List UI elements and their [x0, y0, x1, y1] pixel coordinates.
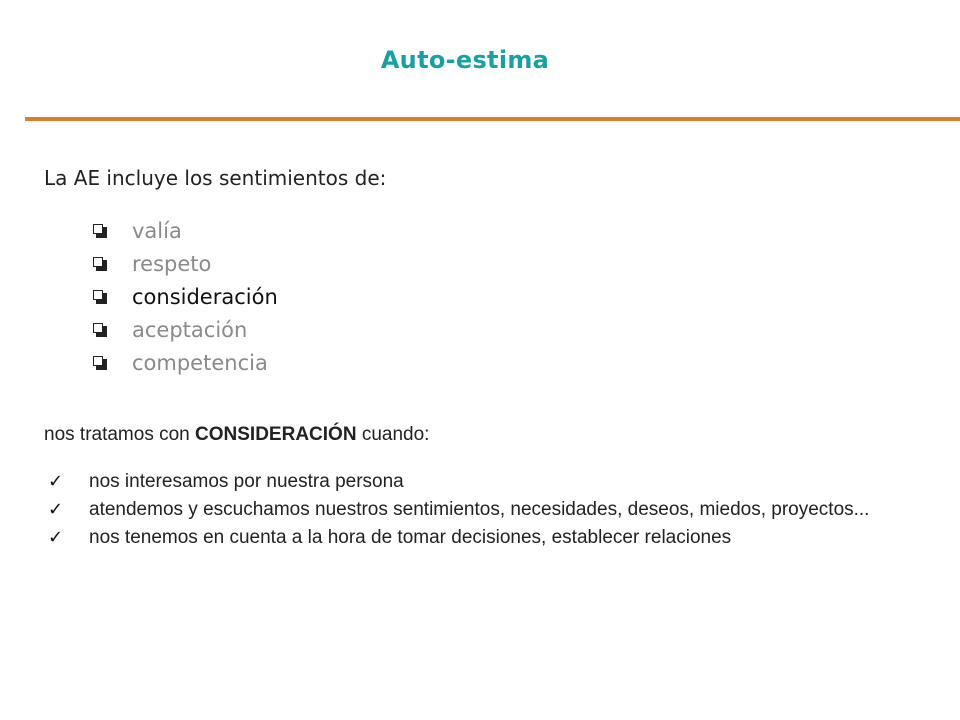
page-title: Auto-estima: [380, 46, 550, 74]
feeling-label: aceptación: [132, 317, 248, 342]
checkmark-icon: ✓: [48, 527, 64, 548]
consideration-keyword: CONSIDERACIÓN: [195, 424, 357, 445]
condition-item: [44, 468, 924, 496]
checkmark-icon: ✓: [48, 471, 64, 492]
feeling-item: [93, 247, 278, 280]
feeling-label: respeto: [132, 251, 212, 276]
square-box-icon: [93, 257, 107, 271]
condition-item: [44, 496, 924, 524]
square-box-icon: [93, 323, 107, 337]
condition-text: nos tenemos en cuenta a la hora de tomar decisiones, establecer relaciones: [89, 527, 732, 548]
checkmark-icon: ✓: [48, 499, 64, 520]
consideration-suffix: cuando:: [356, 424, 430, 445]
condition-text: nos interesamos por nuestra persona: [89, 471, 404, 492]
square-box-icon: [93, 356, 107, 370]
condition-item: [44, 524, 924, 552]
feeling-item: [93, 346, 278, 379]
feeling-label: consideración: [132, 284, 278, 309]
feelings-intro: La AE incluye los sentimientos de:: [44, 166, 387, 190]
consideration-prefix: nos tratamos con: [44, 424, 196, 445]
consideration-intro: [44, 424, 429, 446]
conditions-list: [44, 468, 924, 552]
square-box-icon: [93, 290, 107, 304]
condition-text: atendemos y escuchamos nuestros sentimientos, necesidades, deseos, miedos, proyectos...: [89, 499, 870, 520]
square-box-icon: [93, 224, 107, 238]
feeling-item: [93, 214, 278, 247]
title-divider: [25, 117, 960, 121]
feeling-item-highlighted: [93, 280, 278, 313]
feelings-list: [93, 214, 278, 379]
feeling-item: [93, 313, 278, 346]
feeling-label: valía: [132, 218, 182, 243]
feeling-label: competencia: [132, 350, 268, 375]
